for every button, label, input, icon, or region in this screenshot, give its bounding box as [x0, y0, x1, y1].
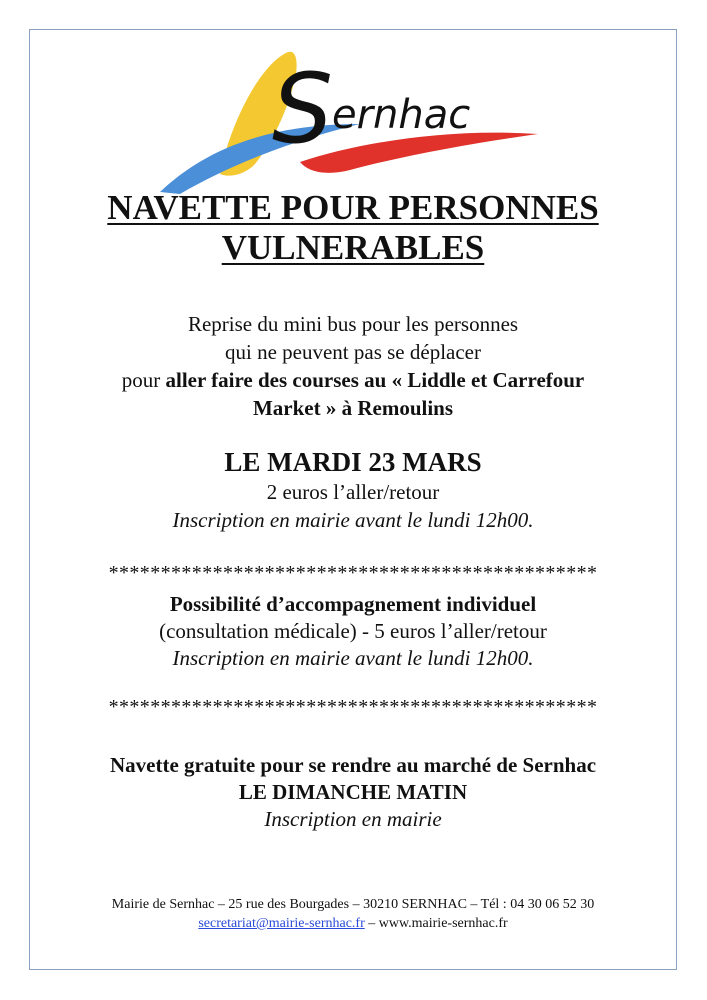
separator-2: ***********************************************	[108, 696, 598, 718]
intro-line-3	[29, 366, 677, 394]
footer-address: Mairie de Sernhac – 25 rue des Bourgades – 30210 SERNHAC – Tél : 04 30 06 52 30	[111, 897, 595, 912]
page-title	[29, 188, 677, 268]
section1-price: 2 euros l’aller/retour	[266, 480, 440, 504]
separator-1: ***********************************************	[108, 562, 598, 584]
intro-line-1: Reprise du mini bus pour les personnes	[187, 312, 519, 336]
section2-detail: (consultation médicale) - 5 euros l’aller/retour	[159, 619, 547, 643]
section1-inscription: Inscription en mairie avant le lundi 12h00.	[172, 508, 534, 532]
section3-line-1: Navette gratuite pour se rendre au marché de Sernhac	[109, 753, 597, 777]
intro-line-3-prefix: pour	[121, 368, 166, 392]
svg-text:S: S	[272, 53, 333, 165]
intro-paragraph	[29, 310, 677, 422]
section1-heading: LE MARDI 23 MARS	[224, 447, 482, 477]
intro-line-2: qui ne peuvent pas se déplacer	[225, 340, 481, 364]
intro-line-3-bold: aller faire des courses au « Liddle et Carrefour	[165, 368, 585, 392]
section3-line-2: LE DIMANCHE MATIN	[238, 780, 468, 804]
footer-email-link[interactable]: secretariat@mairie-sernhac.fr	[198, 916, 365, 931]
section3-inscription: Inscription en mairie	[264, 807, 442, 831]
logo-graphic	[160, 44, 540, 194]
footer	[29, 895, 677, 933]
intro-line-4: Market » à Remoulins	[252, 396, 454, 420]
section2-heading: Possibilité d’accompagnement individuel	[169, 592, 537, 616]
logo-wordmark: ernhac	[332, 92, 471, 138]
sernhac-logo	[160, 44, 540, 194]
title-line-2: VULNERABLES	[221, 228, 485, 267]
section2-inscription: Inscription en mairie avant le lundi 12h00.	[172, 646, 534, 670]
footer-contact	[29, 914, 677, 933]
footer-website: – www.mairie-sernhac.fr	[364, 916, 508, 931]
title-line-1: NAVETTE POUR PERSONNES	[107, 188, 599, 227]
